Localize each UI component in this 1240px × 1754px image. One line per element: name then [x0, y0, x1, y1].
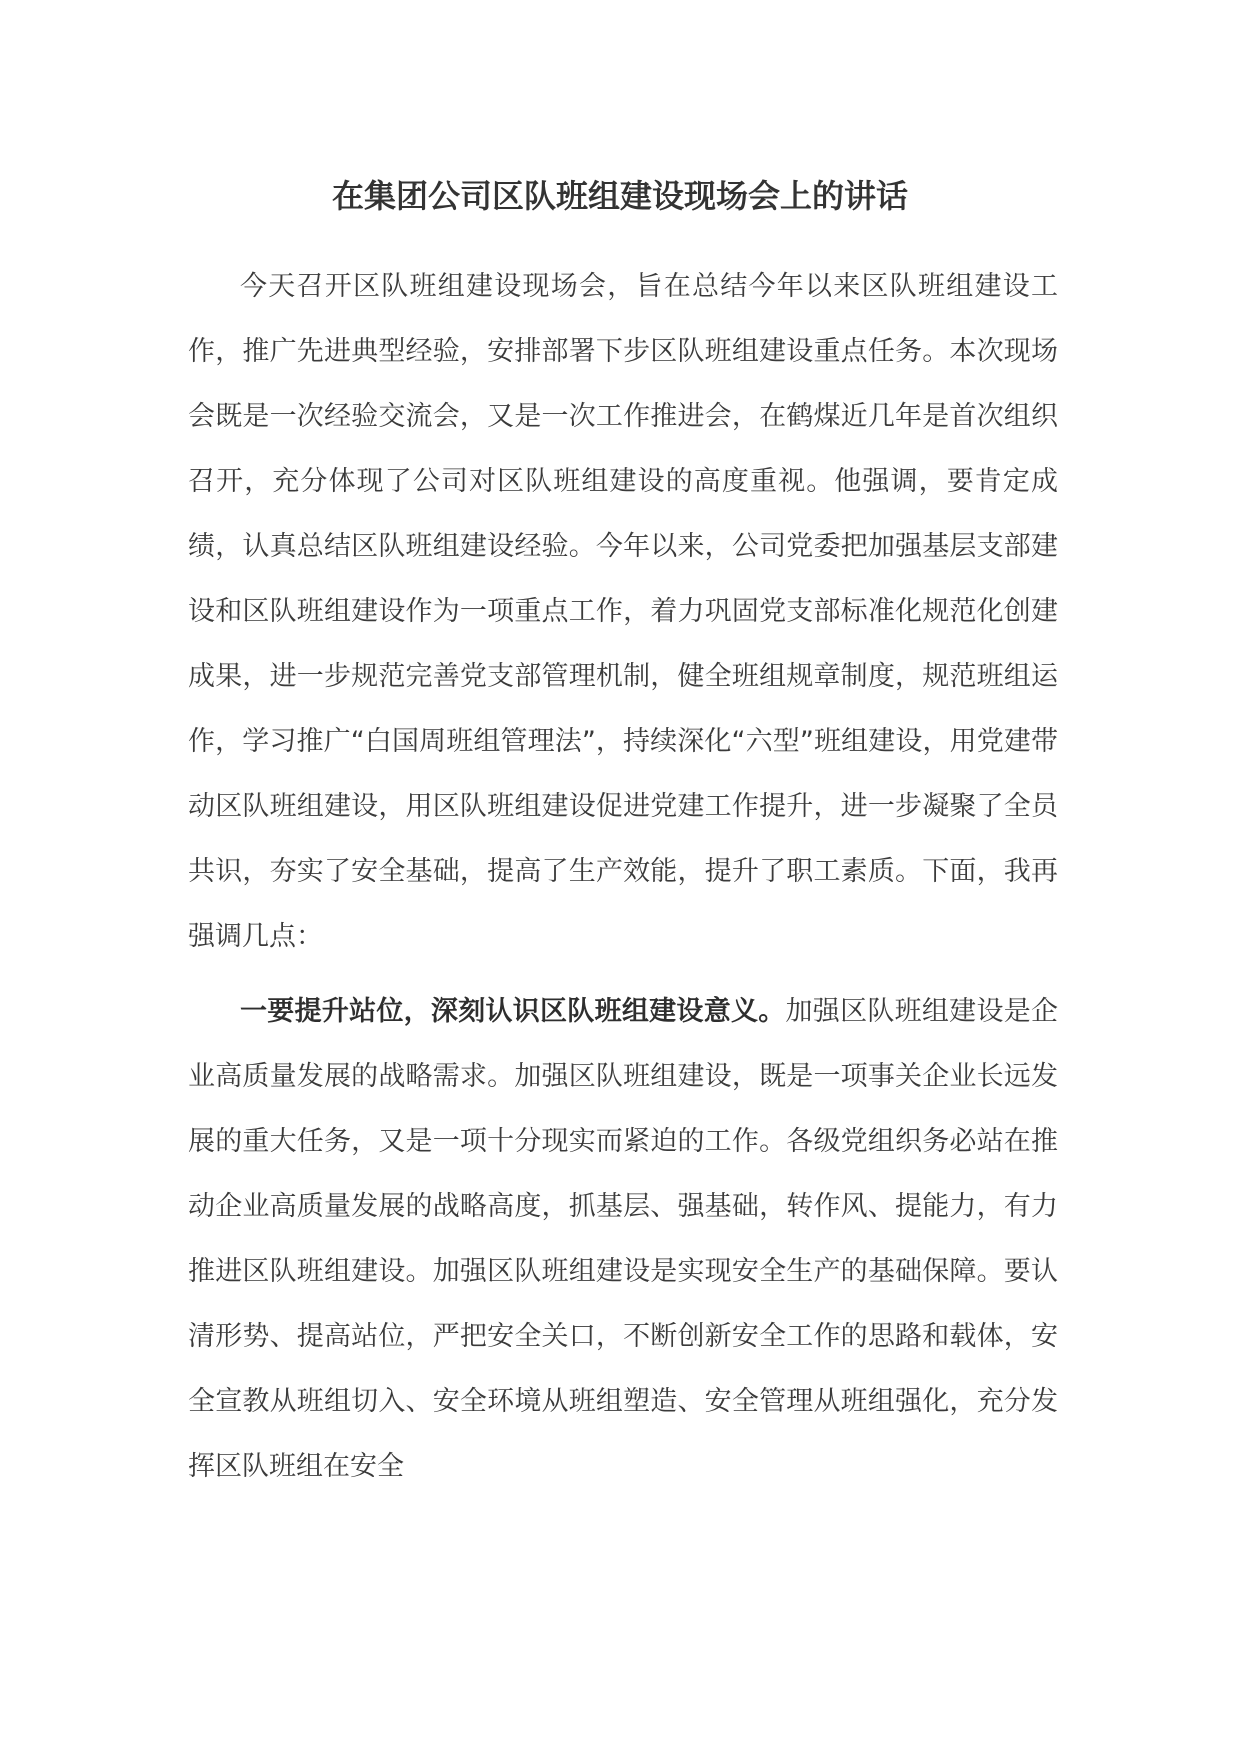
paragraph-text: 今天召开区队班组建设现场会，旨在总结今年以来区队班组建设工作，推广先进典型经验，安排部署下步区队班组建设重点任务。本次现场会既是一次经验交流会，又是一次工作推进会，在鹤煤近几年是首次组织召开，充分体现了公司对区队班组建设的高度重视。他强调，要肯定成绩，认真总结区队班组建设经验。今年以来，公司党委把加强基层支部建设和区队班组建设作为一项重点工作，着力巩固党支部标准化规范化创建成果，进一步规范完善党支部管理机制，健全班组规章制度，规范班组运作，学习推广“白国周班组管理法”，持续深化“六型”班组建设，用党建带动区队班组建设，用区队班组建设促进党建工作提升，进一步凝聚了全员共识，夯实了安全基础，提高了生产效能，提升了职工素质。下面，我再强调几点：: [188, 271, 1058, 952]
document-title: 在集团公司区队班组建设现场会上的讲话: [331, 177, 908, 215]
paragraph-intro: [188, 254, 1058, 969]
paragraph-text: 加强区队班组建设是企业高质量发展的战略需求。加强区队班组建设，既是一项事关企业长远发展的重大任务，又是一项十分现实而紧迫的工作。各级党组织务必站在推动企业高质量发展的战略高度，抓基层、强基础，转作风、提能力，有力推进区队班组建设。加强区队班组建设是实现安全生产的基础保障。要认清形势、提高站位，严把安全关口，不断创新安全工作的思路和载体，安全宣教从班组切入、安全环境从班组塑造、安全管理从班组强化，充分发挥区队班组在安全: [188, 996, 1059, 1482]
paragraph-lead-heading: 一要提升站位，深刻认识区队班组建设意义。: [240, 996, 786, 1027]
paragraph-point-one: [188, 979, 1058, 1499]
document-body: [188, 254, 1058, 1499]
